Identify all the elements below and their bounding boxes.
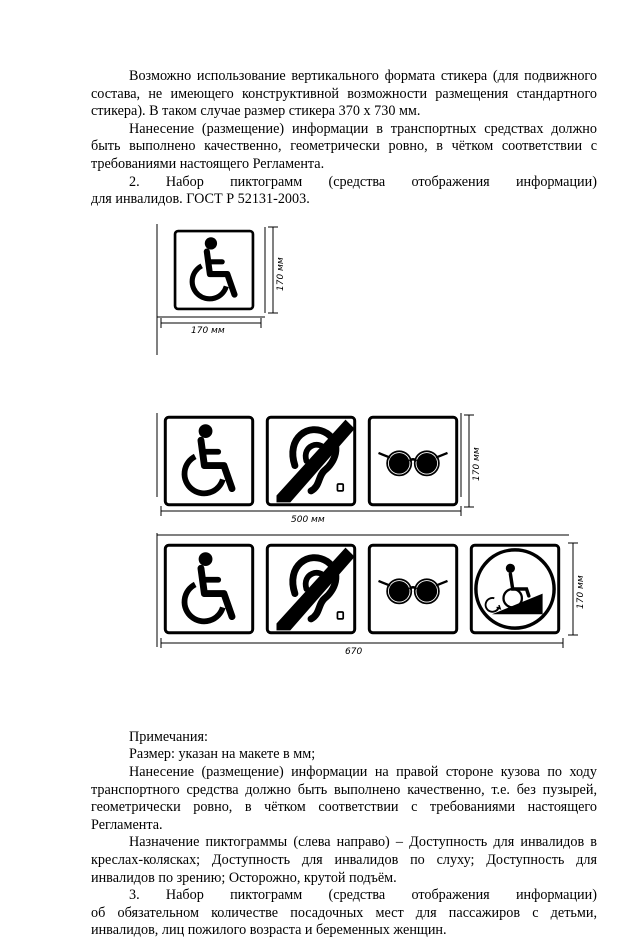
item-3-word: пиктограмм [230,887,303,904]
fig1-width-label: 170 мм [191,325,225,336]
item-3-continuation: об обязательном количестве посадочных мест для пассажиров с детьми, инвалидов, лиц пожилого возраста и беременных женщин. [91,904,597,939]
visually-impaired-icon [369,545,456,632]
paragraph-vertical-format: Возможно использование вертикального формата стикера (для подвижного состава, не имеющего конструктивной возможности размещения стандартного стикера). В таком случае размер стикера 370 х 730 мм. [91,68,597,120]
hearing-impaired-icon [267,545,354,632]
item-3-word: информации) [515,887,597,904]
figure-3 [157,533,586,657]
item-2-number: 2. [129,173,140,190]
paragraph-quality-requirement: Нанесение (размещение) информации в транспортных средствах должно быть выполнено качественно, геометрически ровно, в чётком соответствии с требованиями настоящего Регламента. [91,120,597,172]
hearing-impaired-icon [267,417,354,504]
notes-size: Размер: указан на макете в мм; [129,746,316,763]
item-2-continuation: для инвалидов. ГОСТ Р 52131-2003. [91,191,310,208]
item-2-word: пиктограмм [230,173,303,190]
notes-placement: Нанесение (размещение) информации на правой стороне кузова по ходу транспортного средства должно быть выполнено качественно, т.е. без пузырей, геометрически ровно, в чётком соответствии с требованиями настоящего Регламента. [91,763,597,833]
item-2-heading [91,174,597,192]
pictogram-layouts [91,209,597,657]
steep-ramp-icon [471,545,558,632]
pictogram-figures [91,209,597,657]
document-page [91,68,597,940]
item-2-word: отображения [411,173,490,190]
wheelchair-icon [165,545,252,632]
notes-section [91,729,597,887]
notes-purpose: Назначение пиктограммы (слева направо) – Доступность для инвалидов в креслах-колясках; Доступность для инвалидов по слуху; Доступность для инвалидов по зрению; Осторожно, крутой подъём. [91,834,597,886]
item-3-word: Набор [165,887,204,904]
wheelchair-icon [165,417,252,504]
wheelchair-icon [175,231,253,309]
fig2-height-label: 170 мм [472,447,482,481]
figure-2 [157,413,482,525]
notes-heading: Примечания: [129,728,208,745]
item-3-number: 3. [129,887,140,904]
visually-impaired-icon [369,417,456,504]
item-2-word: (средства [328,173,386,190]
fig1-height-label: 170 мм [276,257,286,291]
item-3-heading [91,887,597,905]
item-2-word: Набор [165,173,204,190]
figure-1 [157,224,286,355]
fig2-width-label: 500 мм [291,514,325,525]
fig3-width-label: 670 [345,646,363,657]
item-3-word: отображения [411,887,490,904]
fig3-height-label: 170 мм [576,575,586,609]
item-2-word: информации) [515,173,597,190]
item-3-word: (средства [328,887,386,904]
